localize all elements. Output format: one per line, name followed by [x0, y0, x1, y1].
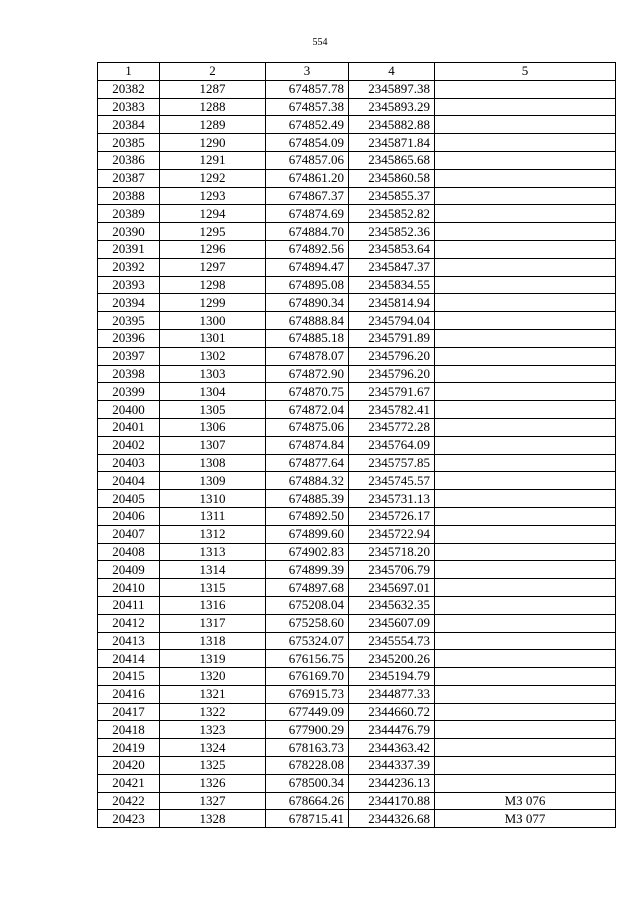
- column-header-5: 5: [435, 63, 616, 81]
- point-number-cell: 1289: [160, 116, 266, 134]
- table-row: [98, 721, 616, 739]
- note-cell: [435, 757, 616, 775]
- y-coordinate-cell: 2344337.39: [349, 757, 435, 775]
- table-row: [98, 454, 616, 472]
- x-coordinate-cell: 674888.84: [266, 312, 349, 330]
- x-coordinate-cell: 674899.60: [266, 525, 349, 543]
- y-coordinate-cell: 2345200.26: [349, 650, 435, 668]
- row-index-cell: 20420: [98, 757, 160, 775]
- column-header-1: 1: [98, 63, 160, 81]
- y-coordinate-cell: 2345852.82: [349, 205, 435, 223]
- x-coordinate-cell: 674870.75: [266, 383, 349, 401]
- page-number: 554: [312, 37, 328, 48]
- x-coordinate-cell: 674867.37: [266, 187, 349, 205]
- note-cell: [435, 169, 616, 187]
- x-coordinate-cell: 674872.04: [266, 401, 349, 419]
- y-coordinate-cell: 2345796.20: [349, 347, 435, 365]
- x-coordinate-cell: 674875.06: [266, 418, 349, 436]
- row-index-cell: 20395: [98, 312, 160, 330]
- note-cell: [435, 383, 616, 401]
- row-index-cell: 20402: [98, 436, 160, 454]
- row-index-cell: 20383: [98, 98, 160, 116]
- table-row: [98, 614, 616, 632]
- point-number-cell: 1305: [160, 401, 266, 419]
- x-coordinate-cell: 678500.34: [266, 774, 349, 792]
- table-row: [98, 418, 616, 436]
- note-cell: [435, 151, 616, 169]
- note-cell: [435, 614, 616, 632]
- table-row: [98, 329, 616, 347]
- row-index-cell: 20398: [98, 365, 160, 383]
- y-coordinate-cell: 2345745.57: [349, 472, 435, 490]
- x-coordinate-cell: 674895.08: [266, 276, 349, 294]
- x-coordinate-cell: 674874.69: [266, 205, 349, 223]
- point-number-cell: 1309: [160, 472, 266, 490]
- note-cell: [435, 329, 616, 347]
- y-coordinate-cell: 2345871.84: [349, 134, 435, 152]
- table-row: [98, 312, 616, 330]
- row-index-cell: 20397: [98, 347, 160, 365]
- x-coordinate-cell: 674890.34: [266, 294, 349, 312]
- table-row: [98, 151, 616, 169]
- point-number-cell: 1287: [160, 80, 266, 98]
- row-index-cell: 20423: [98, 810, 160, 828]
- table-row: [98, 685, 616, 703]
- row-index-cell: 20417: [98, 703, 160, 721]
- row-index-cell: 20416: [98, 685, 160, 703]
- row-index-cell: 20393: [98, 276, 160, 294]
- x-coordinate-cell: 674877.64: [266, 454, 349, 472]
- row-index-cell: 20410: [98, 579, 160, 597]
- y-coordinate-cell: 2344326.68: [349, 810, 435, 828]
- note-cell: [435, 490, 616, 508]
- y-coordinate-cell: 2345791.67: [349, 383, 435, 401]
- point-number-cell: 1304: [160, 383, 266, 401]
- point-number-cell: 1319: [160, 650, 266, 668]
- table-row: [98, 490, 616, 508]
- y-coordinate-cell: 2345632.35: [349, 596, 435, 614]
- y-coordinate-cell: 2344877.33: [349, 685, 435, 703]
- point-number-cell: 1323: [160, 721, 266, 739]
- x-coordinate-cell: 674861.20: [266, 169, 349, 187]
- x-coordinate-cell: 674892.50: [266, 507, 349, 525]
- x-coordinate-cell: 674885.39: [266, 490, 349, 508]
- table-body: [98, 80, 616, 827]
- table-row: [98, 116, 616, 134]
- y-coordinate-cell: 2345852.36: [349, 223, 435, 241]
- table-row: [98, 774, 616, 792]
- table-row: [98, 596, 616, 614]
- row-index-cell: 20415: [98, 668, 160, 686]
- x-coordinate-cell: 678228.08: [266, 757, 349, 775]
- point-number-cell: 1300: [160, 312, 266, 330]
- table-row: [98, 650, 616, 668]
- column-header-2: 2: [160, 63, 266, 81]
- table-row: [98, 668, 616, 686]
- table-row: [98, 525, 616, 543]
- row-index-cell: 20407: [98, 525, 160, 543]
- point-number-cell: 1328: [160, 810, 266, 828]
- table-row: [98, 347, 616, 365]
- x-coordinate-cell: 674854.09: [266, 134, 349, 152]
- y-coordinate-cell: 2345726.17: [349, 507, 435, 525]
- row-index-cell: 20386: [98, 151, 160, 169]
- row-index-cell: 20405: [98, 490, 160, 508]
- point-number-cell: 1324: [160, 739, 266, 757]
- table-row: [98, 703, 616, 721]
- row-index-cell: 20392: [98, 258, 160, 276]
- x-coordinate-cell: 674857.78: [266, 80, 349, 98]
- column-header-3: 3: [266, 63, 349, 81]
- note-cell: [435, 80, 616, 98]
- row-index-cell: 20394: [98, 294, 160, 312]
- coordinates-table: [97, 62, 616, 828]
- y-coordinate-cell: 2345882.88: [349, 116, 435, 134]
- point-number-cell: 1295: [160, 223, 266, 241]
- table-row: [98, 579, 616, 597]
- row-index-cell: 20421: [98, 774, 160, 792]
- y-coordinate-cell: 2345897.38: [349, 80, 435, 98]
- x-coordinate-cell: 678664.26: [266, 792, 349, 810]
- y-coordinate-cell: 2345722.94: [349, 525, 435, 543]
- row-index-cell: 20385: [98, 134, 160, 152]
- note-cell: [435, 703, 616, 721]
- table-row: [98, 810, 616, 828]
- row-index-cell: 20396: [98, 329, 160, 347]
- y-coordinate-cell: 2344476.79: [349, 721, 435, 739]
- row-index-cell: 20406: [98, 507, 160, 525]
- note-cell: [435, 401, 616, 419]
- row-index-cell: 20391: [98, 240, 160, 258]
- note-cell: [435, 365, 616, 383]
- x-coordinate-cell: 674892.56: [266, 240, 349, 258]
- table-row: [98, 276, 616, 294]
- row-index-cell: 20403: [98, 454, 160, 472]
- row-index-cell: 20409: [98, 561, 160, 579]
- y-coordinate-cell: 2345607.09: [349, 614, 435, 632]
- row-index-cell: 20401: [98, 418, 160, 436]
- x-coordinate-cell: 676169.70: [266, 668, 349, 686]
- point-number-cell: 1321: [160, 685, 266, 703]
- x-coordinate-cell: 676915.73: [266, 685, 349, 703]
- table-row: [98, 240, 616, 258]
- table-row: [98, 365, 616, 383]
- y-coordinate-cell: 2345731.13: [349, 490, 435, 508]
- note-cell: [435, 116, 616, 134]
- table-row: [98, 739, 616, 757]
- note-cell: [435, 454, 616, 472]
- row-index-cell: 20412: [98, 614, 160, 632]
- note-cell: [435, 525, 616, 543]
- table-row: [98, 98, 616, 116]
- row-index-cell: 20404: [98, 472, 160, 490]
- x-coordinate-cell: 676156.75: [266, 650, 349, 668]
- note-cell: [435, 276, 616, 294]
- x-coordinate-cell: 674885.18: [266, 329, 349, 347]
- note-cell: МЗ 077: [435, 810, 616, 828]
- x-coordinate-cell: 675258.60: [266, 614, 349, 632]
- row-index-cell: 20413: [98, 632, 160, 650]
- table-row: [98, 223, 616, 241]
- y-coordinate-cell: 2345847.37: [349, 258, 435, 276]
- x-coordinate-cell: 674872.90: [266, 365, 349, 383]
- point-number-cell: 1303: [160, 365, 266, 383]
- point-number-cell: 1298: [160, 276, 266, 294]
- table-header-row: [98, 63, 616, 81]
- x-coordinate-cell: 674878.07: [266, 347, 349, 365]
- point-number-cell: 1293: [160, 187, 266, 205]
- point-number-cell: 1318: [160, 632, 266, 650]
- row-index-cell: 20389: [98, 205, 160, 223]
- y-coordinate-cell: 2345814.94: [349, 294, 435, 312]
- x-coordinate-cell: 678163.73: [266, 739, 349, 757]
- note-cell: [435, 347, 616, 365]
- table-row: [98, 187, 616, 205]
- table-row: [98, 507, 616, 525]
- note-cell: [435, 632, 616, 650]
- note-cell: [435, 294, 616, 312]
- row-index-cell: 20400: [98, 401, 160, 419]
- note-cell: [435, 312, 616, 330]
- y-coordinate-cell: 2345697.01: [349, 579, 435, 597]
- note-cell: [435, 98, 616, 116]
- y-coordinate-cell: 2345554.73: [349, 632, 435, 650]
- y-coordinate-cell: 2344236.13: [349, 774, 435, 792]
- y-coordinate-cell: 2345194.79: [349, 668, 435, 686]
- row-index-cell: 20408: [98, 543, 160, 561]
- y-coordinate-cell: 2344170.88: [349, 792, 435, 810]
- note-cell: [435, 436, 616, 454]
- y-coordinate-cell: 2345718.20: [349, 543, 435, 561]
- point-number-cell: 1308: [160, 454, 266, 472]
- note-cell: [435, 223, 616, 241]
- y-coordinate-cell: 2345893.29: [349, 98, 435, 116]
- x-coordinate-cell: 674857.38: [266, 98, 349, 116]
- y-coordinate-cell: 2345855.37: [349, 187, 435, 205]
- x-coordinate-cell: 674897.68: [266, 579, 349, 597]
- note-cell: [435, 561, 616, 579]
- note-cell: [435, 596, 616, 614]
- note-cell: МЗ 076: [435, 792, 616, 810]
- row-index-cell: 20419: [98, 739, 160, 757]
- y-coordinate-cell: 2345772.28: [349, 418, 435, 436]
- note-cell: [435, 507, 616, 525]
- point-number-cell: 1326: [160, 774, 266, 792]
- point-number-cell: 1292: [160, 169, 266, 187]
- row-index-cell: 20399: [98, 383, 160, 401]
- table-row: [98, 258, 616, 276]
- note-cell: [435, 258, 616, 276]
- y-coordinate-cell: 2344660.72: [349, 703, 435, 721]
- y-coordinate-cell: 2344363.42: [349, 739, 435, 757]
- point-number-cell: 1317: [160, 614, 266, 632]
- note-cell: [435, 739, 616, 757]
- table-row: [98, 80, 616, 98]
- point-number-cell: 1307: [160, 436, 266, 454]
- table-row: [98, 792, 616, 810]
- y-coordinate-cell: 2345860.58: [349, 169, 435, 187]
- table-row: [98, 169, 616, 187]
- point-number-cell: 1311: [160, 507, 266, 525]
- y-coordinate-cell: 2345757.85: [349, 454, 435, 472]
- point-number-cell: 1315: [160, 579, 266, 597]
- x-coordinate-cell: 675208.04: [266, 596, 349, 614]
- point-number-cell: 1288: [160, 98, 266, 116]
- point-number-cell: 1291: [160, 151, 266, 169]
- x-coordinate-cell: 674884.70: [266, 223, 349, 241]
- table-row: [98, 383, 616, 401]
- column-header-4: 4: [349, 63, 435, 81]
- x-coordinate-cell: 677900.29: [266, 721, 349, 739]
- point-number-cell: 1322: [160, 703, 266, 721]
- point-number-cell: 1320: [160, 668, 266, 686]
- row-index-cell: 20382: [98, 80, 160, 98]
- point-number-cell: 1294: [160, 205, 266, 223]
- point-number-cell: 1310: [160, 490, 266, 508]
- note-cell: [435, 668, 616, 686]
- note-cell: [435, 685, 616, 703]
- y-coordinate-cell: 2345794.04: [349, 312, 435, 330]
- point-number-cell: 1313: [160, 543, 266, 561]
- row-index-cell: 20388: [98, 187, 160, 205]
- x-coordinate-cell: 674902.83: [266, 543, 349, 561]
- note-cell: [435, 774, 616, 792]
- point-number-cell: 1316: [160, 596, 266, 614]
- note-cell: [435, 205, 616, 223]
- x-coordinate-cell: 675324.07: [266, 632, 349, 650]
- x-coordinate-cell: 677449.09: [266, 703, 349, 721]
- point-number-cell: 1325: [160, 757, 266, 775]
- note-cell: [435, 240, 616, 258]
- y-coordinate-cell: 2345834.55: [349, 276, 435, 294]
- row-index-cell: 20390: [98, 223, 160, 241]
- note-cell: [435, 472, 616, 490]
- x-coordinate-cell: 674884.32: [266, 472, 349, 490]
- y-coordinate-cell: 2345782.41: [349, 401, 435, 419]
- y-coordinate-cell: 2345706.79: [349, 561, 435, 579]
- x-coordinate-cell: 678715.41: [266, 810, 349, 828]
- point-number-cell: 1299: [160, 294, 266, 312]
- note-cell: [435, 134, 616, 152]
- row-index-cell: 20411: [98, 596, 160, 614]
- x-coordinate-cell: 674874.84: [266, 436, 349, 454]
- y-coordinate-cell: 2345791.89: [349, 329, 435, 347]
- table-row: [98, 632, 616, 650]
- y-coordinate-cell: 2345853.64: [349, 240, 435, 258]
- table-row: [98, 205, 616, 223]
- table-row: [98, 436, 616, 454]
- y-coordinate-cell: 2345796.20: [349, 365, 435, 383]
- point-number-cell: 1302: [160, 347, 266, 365]
- point-number-cell: 1297: [160, 258, 266, 276]
- row-index-cell: 20384: [98, 116, 160, 134]
- point-number-cell: 1296: [160, 240, 266, 258]
- point-number-cell: 1306: [160, 418, 266, 436]
- table-row: [98, 472, 616, 490]
- x-coordinate-cell: 674899.39: [266, 561, 349, 579]
- x-coordinate-cell: 674857.06: [266, 151, 349, 169]
- x-coordinate-cell: 674852.49: [266, 116, 349, 134]
- note-cell: [435, 418, 616, 436]
- table-row: [98, 401, 616, 419]
- y-coordinate-cell: 2345865.68: [349, 151, 435, 169]
- point-number-cell: 1314: [160, 561, 266, 579]
- row-index-cell: 20418: [98, 721, 160, 739]
- point-number-cell: 1290: [160, 134, 266, 152]
- row-index-cell: 20387: [98, 169, 160, 187]
- table-row: [98, 543, 616, 561]
- point-number-cell: 1301: [160, 329, 266, 347]
- note-cell: [435, 543, 616, 561]
- y-coordinate-cell: 2345764.09: [349, 436, 435, 454]
- point-number-cell: 1312: [160, 525, 266, 543]
- table-row: [98, 757, 616, 775]
- table-row: [98, 134, 616, 152]
- note-cell: [435, 650, 616, 668]
- note-cell: [435, 579, 616, 597]
- x-coordinate-cell: 674894.47: [266, 258, 349, 276]
- row-index-cell: 20414: [98, 650, 160, 668]
- table-row: [98, 561, 616, 579]
- point-number-cell: 1327: [160, 792, 266, 810]
- note-cell: [435, 721, 616, 739]
- note-cell: [435, 187, 616, 205]
- table-row: [98, 294, 616, 312]
- row-index-cell: 20422: [98, 792, 160, 810]
